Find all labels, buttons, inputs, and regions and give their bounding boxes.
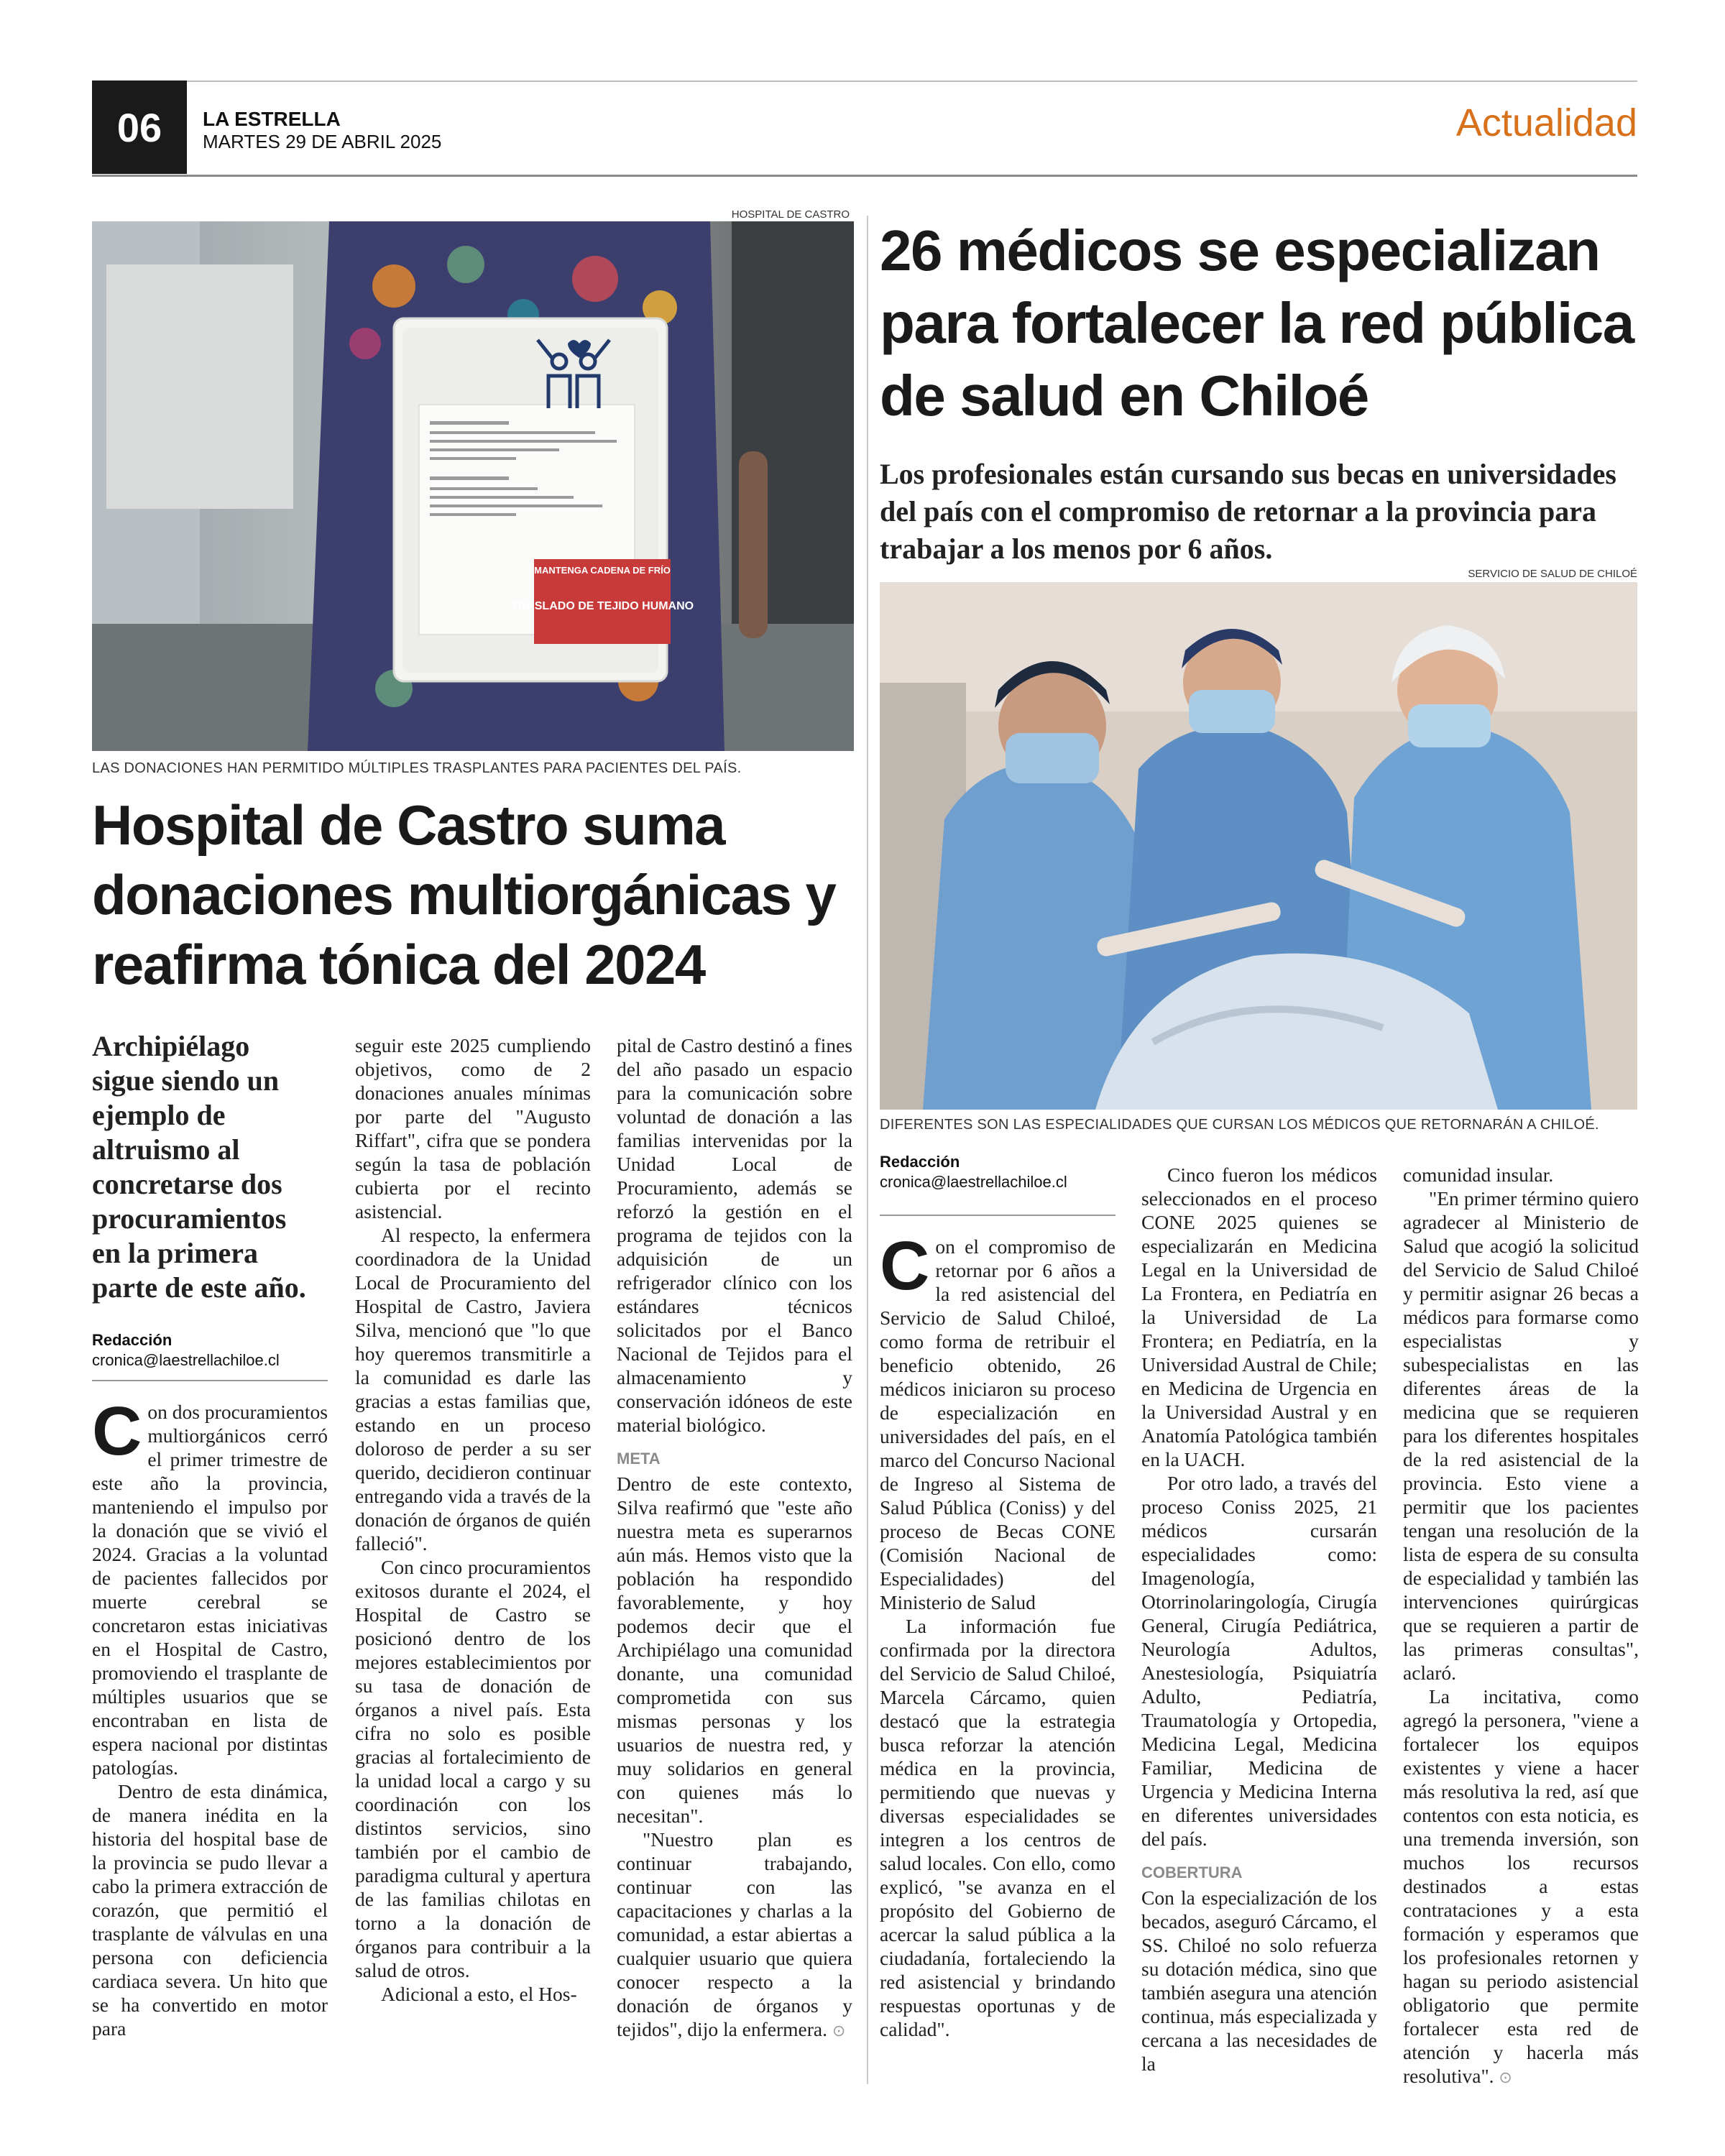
- right-col1-para-1: Con el compromiso de retornar por 6 años a la red asistencial del Servicio de Salud Chiloé, como forma de retribuir el beneficio obtenido, 26 médicos iniciaron su proceso de especialización en universidades del país, en el marco del Concurso Nacional de Ingreso al Sistema de Salud Pública (Coniss) y del proceso de Becas CONE (Comisión Nacional de Especialidades) del Ministerio de Salud: [880, 1227, 1116, 1613]
- right-col-2: [1141, 1163, 1377, 2076]
- left-col2-para-4: Adicional a esto, el Hos-: [381, 1983, 577, 2005]
- newspaper-name: LA ESTRELLA: [203, 108, 341, 130]
- left-col1-para-1: Con dos procuramientos multiorgánicos cerró el primer trimestre de este año la provincia, manteniendo el impulso por la donación que se vivió el 2024. Gracias a la voluntad de pacientes fallecidos por muerte cerebral se concretaron estas iniciativas en el Hospital de Castro, promoviendo el trasplante de múltiples usuarios que se encontraban en lista de espera nacional por distintas patologías.: [92, 1393, 328, 1779]
- left-photo-credit: HOSPITAL DE CASTRO: [731, 208, 850, 221]
- section-title: Actualidad: [1455, 101, 1637, 144]
- right-byline-rule: [880, 1215, 1116, 1216]
- left-byline-name: Redacción: [92, 1331, 172, 1349]
- right-col2-para-1: Cinco fueron los médicos seleccionados en el proceso CONE 2025 quienes se especializarán en Medicina Legal en la Universidad de La Frontera, en Pediatría en la Universidad de La Frontera; en Pediatría, en la Universidad Austral de Chile; en Medicina de Urgencia en la Universidad Austral y en Anatomía Patológica también en la UACH.: [1141, 1164, 1377, 1470]
- left-col-1: [92, 1393, 328, 2040]
- left-photo-caption: LAS DONACIONES HAN PERMITIDO MÚLTIPLES TRASPLANTES PARA PACIENTES DEL PAÍS.: [92, 760, 742, 776]
- box-label-warning: MANTENGA CADENA DE FRÍO: [534, 565, 671, 576]
- right-headline: 26 médicos se especializan para fortalecer la red pública de salud en Chiloé: [880, 218, 1634, 428]
- right-photo: [880, 582, 1637, 1110]
- issue-date: MARTES 29 DE ABRIL 2025: [203, 131, 442, 152]
- right-col1-para-2: La información fue confirmada por la directora del Servicio de Salud Chiloé, Marcela Cárcamo, quien destacó que la estrategia busca reforzar la atención médica en la provincia, permitiendo que nuevas y diversas especialidades se integren a los centros de salud locales. Con ello, como explicó, "se avanza en el propósito del Gobierno de acercar la salud pública a la ciudadanía, fortaleciendo la red asistencial y brindando respuestas oportunas y de calidad".: [880, 1615, 1116, 2040]
- box-label-main: TRASLADO DE TEJIDO HUMANO: [510, 600, 694, 612]
- right-byline-email: cronica@laestrellachiloe.cl: [880, 1173, 1067, 1191]
- left-col3-para-3: "Nuestro plan es continuar trabajando, continuar con las capacitaciones y charlas a la comunidad, a estar abiertas a cualquier usuario que quiera conocer respecto a la donación de órganos y tejidos", dijo la enfermera. ⊙: [617, 1828, 852, 2040]
- right-byline-name: Redacción: [880, 1153, 960, 1171]
- right-photo-credit: SERVICIO DE SALUD DE CHILOÉ: [1468, 568, 1637, 580]
- organ-transport-box-photo: [92, 221, 854, 751]
- right-col3-para-3: La incitativa, como agregó la personera, "viene a fortalecer los equipos existentes y viene a hacer más resolutiva la red, así que contentos con esta noticia, es una tremenda inversión, son muchos los recursos destinados a estas contrataciones y a esta formación y esperamos que los profesionales retornen y hagan su periodo asistencial obligatorio que permite fortalecer esta red de atención y hacerla más resolutiva". ⊙: [1403, 1685, 1639, 2087]
- article-separator: [867, 216, 868, 2084]
- left-headline: Hospital de Castro suma donaciones multiorgánicas y reafirma tónica del 2024: [92, 793, 836, 996]
- left-byline-email: cronica@laestrellachiloe.cl: [92, 1351, 280, 1369]
- subhead-cobertura: COBERTURA: [1141, 1864, 1243, 1881]
- right-dropcap: C: [880, 1227, 930, 1304]
- right-col2-para-3: Con la especialización de los becados, aseguró Cárcamo, el SS. Chiloé no solo refuerza su dotación médica, sino que también asegura una atención continua, más especializada y cercana a las necesidades de la: [1141, 1886, 1377, 2075]
- right-col3-para-1: comunidad insular.: [1403, 1164, 1554, 1186]
- left-byline-rule: [92, 1380, 328, 1381]
- right-col3-para-2: "En primer término quiero agradecer al Ministerio de Salud que acogió la solicitud del Servicio de Salud Chiloé y permitir asignar 26 becas a médicos para formarse como especialistas y subespecialistas en las diferentes áreas de la medicina que se requieren para los diferentes hospitales de la red asistencial de la provincia. Esto viene a permitir que los pacientes tengan una resolución de la lista de espera de su consulta de especialidad y también las intervenciones quirúrgicas que se requieren a partir de las primeras consultas", aclaró.: [1403, 1187, 1639, 1684]
- left-col3-para-2: Dentro de este contexto, Silva reafirmó que "este año nuestra meta es superarnos aún más. Hemos visto que la población ha respondido favorablemente, y hoy podemos decir que el Archipiélago una comunidad donante, una comunidad comprometida con sus mismas personas y los usuarios de nuestra red, y muy solidarios en general con quienes más lo necesitan".: [617, 1473, 852, 1827]
- left-col2-para-2: Al respecto, la enfermera coordinadora de la Unidad Local de Procuramiento del Hospital de Castro, Javiera Silva, mencionó que "lo que hoy queremos transmitirle a la comunidad es darle las gracias a estas familias que, estando en un proceso doloroso de perder a su ser querido, decidieron continuar entregando vida a través de la donación de órganos de quién falleció".: [355, 1224, 591, 1554]
- left-dropcap: C: [92, 1393, 142, 1470]
- header-rule: [92, 175, 1637, 177]
- left-col1-para-2: Dentro de esta dinámica, de manera inédita en la historia del hospital base de la provincia se pudo llevar a cabo la primera extracción de corazón, que permitió el trasplante de válvulas en una persona con deficiencia cardiaca severa. Un hito que se ha convertido en motor para: [92, 1780, 328, 2040]
- left-col-2: [355, 1033, 591, 2006]
- left-col3-para-1: pital de Castro destinó a fines del año pasado un espacio para la comunicación sobre voluntad de donación a las familias intervenidas por la Unidad Local de Procuramiento, además se reforzó la gestión en el programa de tejidos con la adquisición de un refrigerador clínico con los estándares técnicos solicitados por el Banco Nacional de Tejidos para el almacenamiento y conservación idóneos de este material biológico.: [617, 1034, 852, 1436]
- right-col2-para-2: Por otro lado, a través del proceso Coniss 2025, 21 médicos cursarán especialidades como: Imagenología, Otorrinolaringología, Cirugía General, Cirugía Pediátrica, Neurología Adultos, Anestesiología, Psiquiatría Adulto, Pediatría, Traumatología y Ortopedia, Medicina Legal, Medicina Familiar, Medicina de Urgencia y Medicina Interna en diferentes universidades del país.: [1141, 1472, 1377, 1850]
- end-mark-icon: ⊙: [832, 2022, 846, 2040]
- left-col2-para-3: Con cinco procuramientos exitosos durante el 2024, el Hospital de Castro se posicionó dentro de los mejores establecimientos por su tasa de donación de órganos a nivel país. Esta cifra no solo es posible gracias al fortalecimiento de la unidad local a cargo y su coordinación con los distintos servicios, sino también por el cambio de paradigma cultural y apertura de las familias chilotas en torno a la donación de órganos para contribuir a la salud de otros.: [355, 1556, 591, 1981]
- left-col2-para-1: seguir este 2025 cumpliendo objetivos, como de 2 donaciones anuales mínimas por parte del "Augusto Riffart", cifra que se pondera según la tasa de población cubierta por el recinto asistencial.: [355, 1034, 591, 1222]
- right-col-1: [880, 1227, 1116, 2041]
- end-mark-icon: ⊙: [1499, 2068, 1512, 2086]
- subhead-meta: META: [617, 1450, 661, 1468]
- right-dek: Los profesionales están cursando sus becas en universidades del país con el compromiso de retornar a la provincia para trabajar a los menos por 6 años.: [880, 458, 1616, 565]
- right-col-3: [1403, 1163, 1639, 2089]
- right-photo-caption: DIFERENTES SON LAS ESPECIALIDADES QUE CURSAN LOS MÉDICOS QUE RETORNARÁN A CHILOÉ.: [880, 1117, 1599, 1133]
- surgery-photo: [880, 582, 1637, 1110]
- page-number: 06: [92, 80, 187, 174]
- left-photo: [92, 221, 854, 751]
- top-rule: [92, 80, 1637, 82]
- left-col-3: [617, 1033, 852, 2042]
- left-kicker: Archipiélago sigue siendo un ejemplo de altruismo al concretarse dos procuramientos en la primera parte de este año.: [92, 1030, 306, 1304]
